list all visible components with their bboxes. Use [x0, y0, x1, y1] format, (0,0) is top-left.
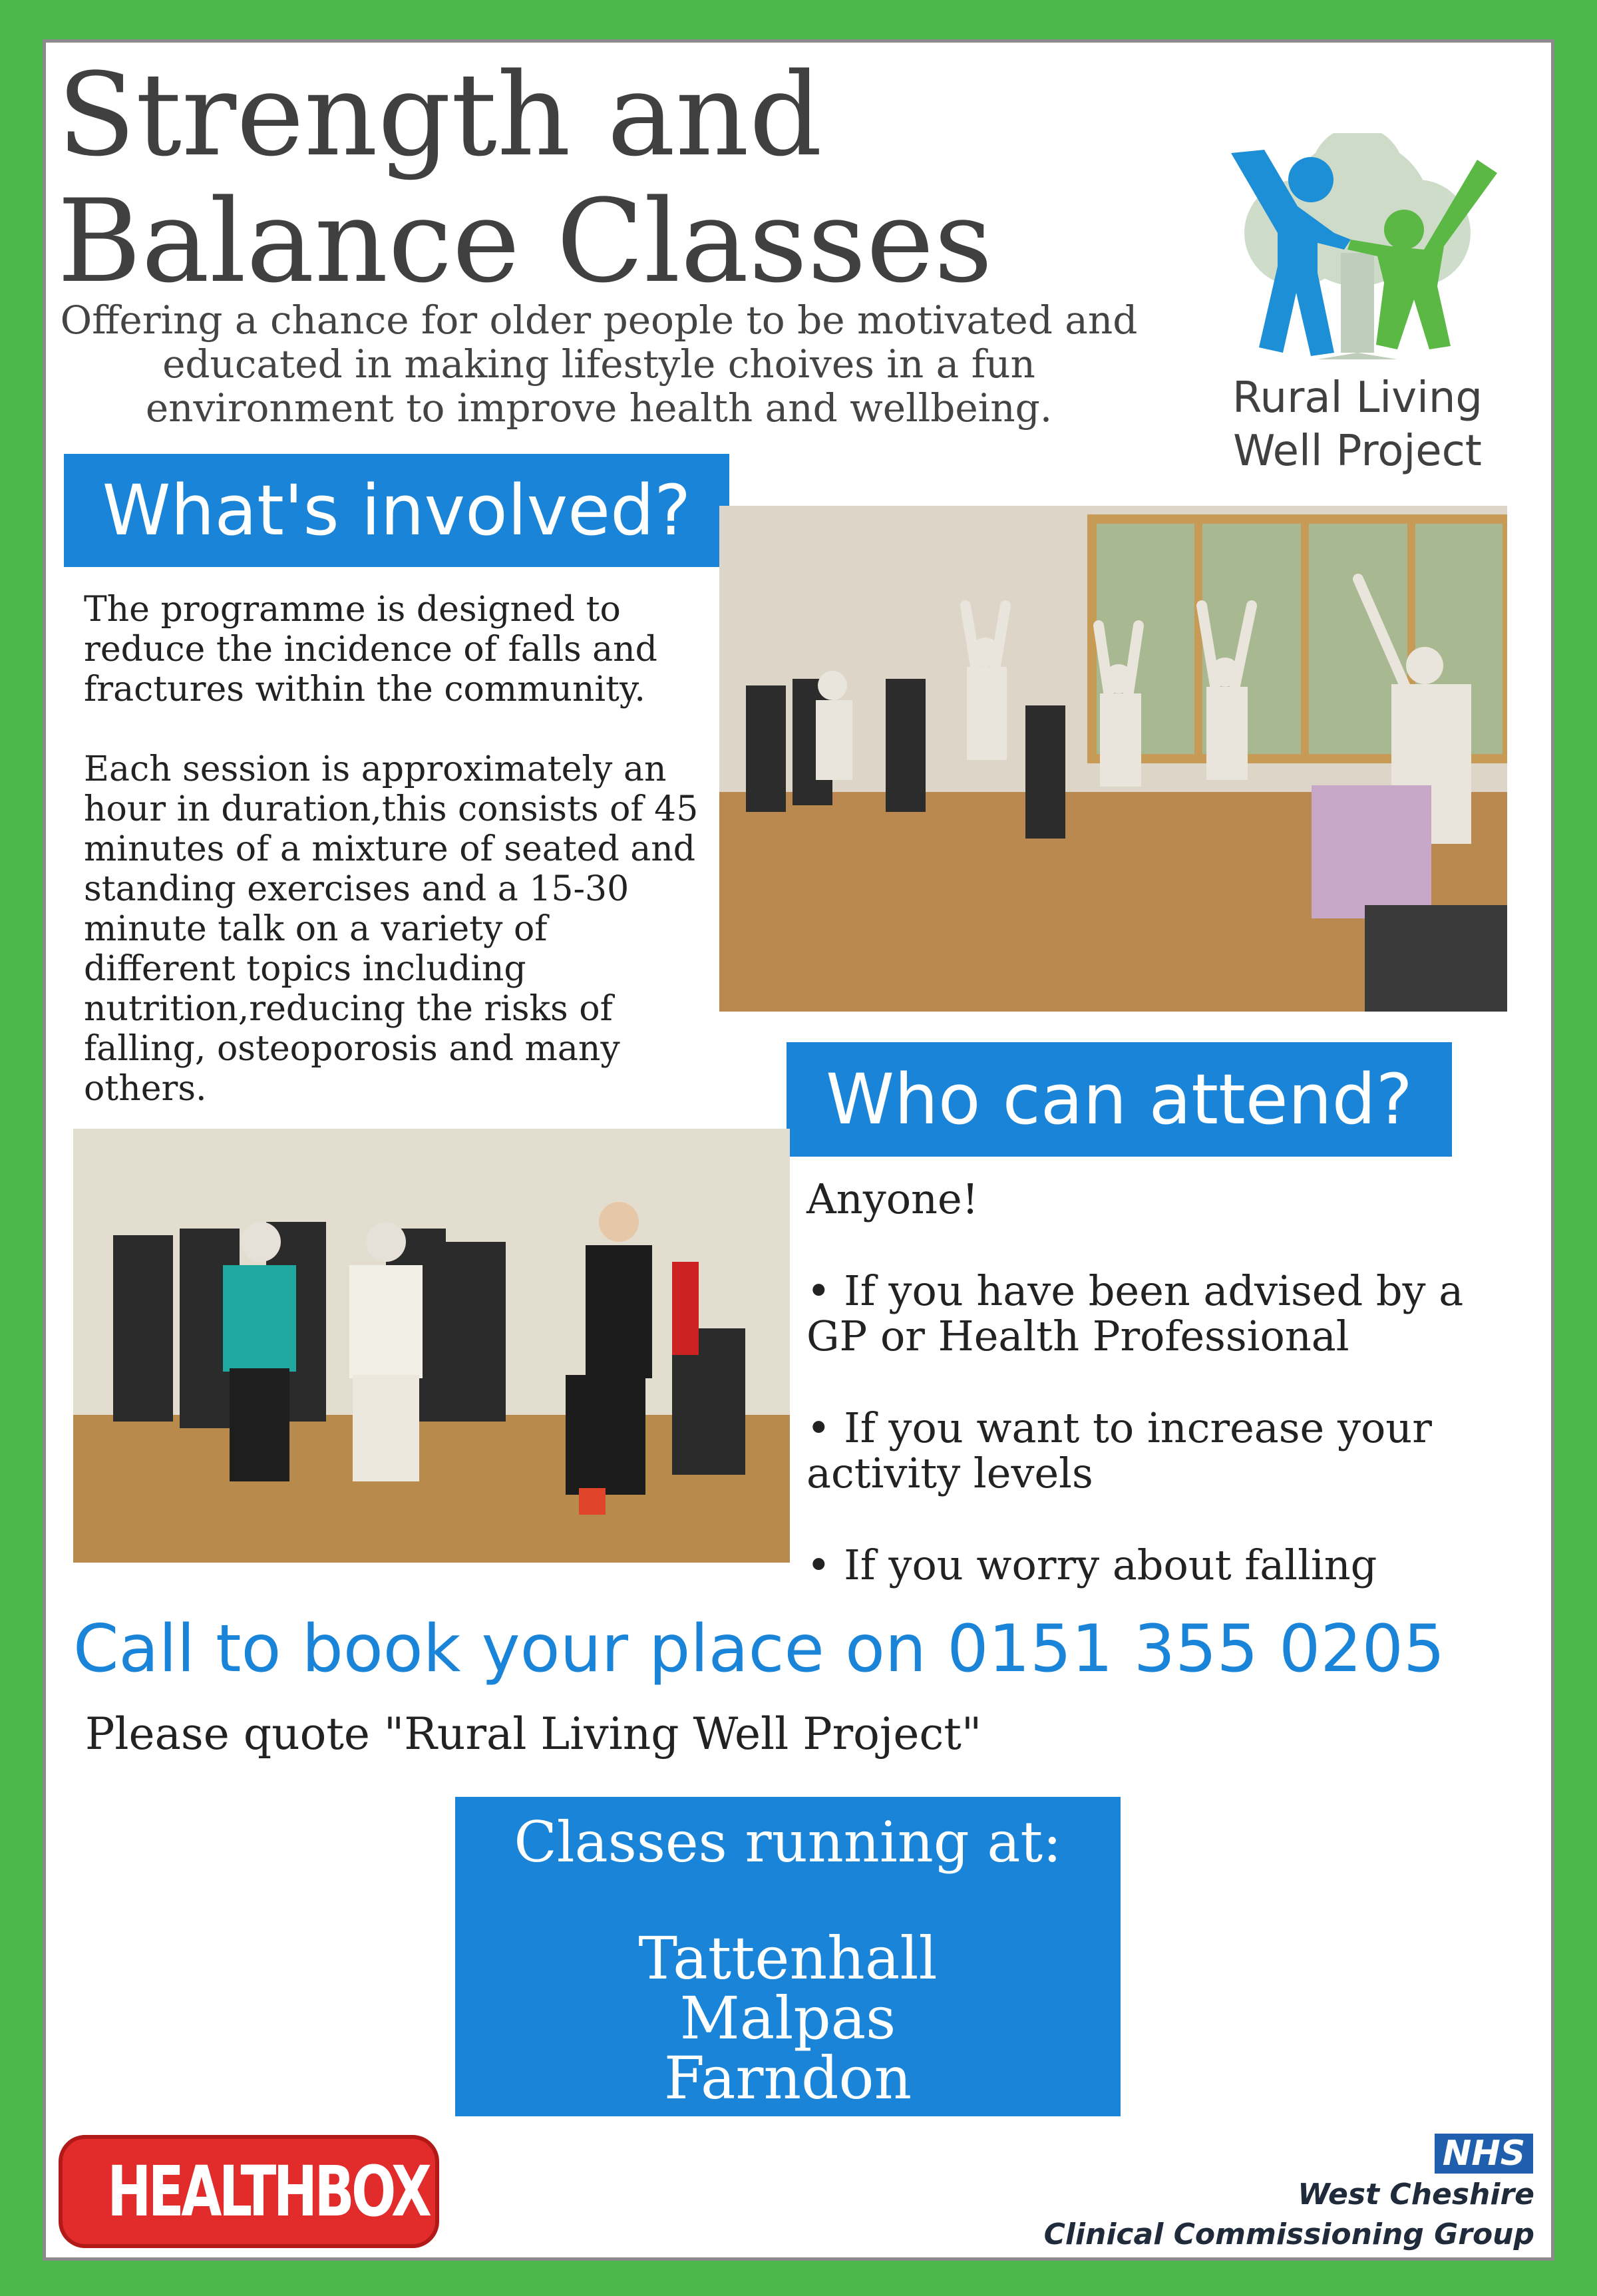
attend-item-falling: • If you worry about falling — [806, 1541, 1377, 1589]
title-line-1: Strength and — [57, 48, 822, 182]
classes-title: Classes running at: — [514, 1810, 1062, 1875]
who-can-attend-heading: Who can attend? — [787, 1042, 1452, 1157]
attend-anyone: Anyone! — [806, 1175, 979, 1223]
logo-text — [1171, 371, 1544, 478]
ccg-line-1: West Cheshire — [1298, 2178, 1534, 2211]
involved-paragraph-1: The programme is designed to reduce the incidence of falls and fractures within the community. — [84, 590, 657, 709]
intro-line-2: educated in making lifestyle choives in a fun — [162, 341, 1035, 387]
logo-line-2: Well Project — [1233, 427, 1482, 476]
page-title — [57, 48, 1055, 308]
involved-paragraph-2: Each session is approximately an hour in duration,this consists of 45 minutes of a mixture of seated and standing exercises and a 15-30 minute talk on a variety of different topics including nutrition,reducing the risks of falling, osteoporosis and many others. — [84, 749, 699, 1109]
class-photo-seated-exercise — [73, 1129, 790, 1563]
nhs-logo: NHS — [1435, 2134, 1533, 2174]
booking-quote: Please quote "Rural Living Well Project" — [85, 1708, 982, 1760]
class-photo-arms-raised — [719, 506, 1507, 1012]
intro-line-1: Offering a chance for older people to be motivated and — [60, 297, 1138, 343]
classes-locations — [455, 1924, 1121, 2112]
ccg-name — [932, 2175, 1534, 2255]
whats-involved-heading: What's involved? — [64, 454, 729, 567]
location-malpas: Malpas — [679, 1984, 896, 2052]
title-line-2: Balance Classes — [57, 174, 993, 308]
attend-item-gp: • If you have been advised by a GP or Health Professional — [806, 1266, 1464, 1360]
healthbox-logo — [59, 2135, 439, 2248]
location-farndon: Farndon — [663, 2044, 912, 2112]
involved-description — [84, 590, 703, 1149]
classes-box — [455, 1797, 1121, 2116]
attend-item-activity: • If you want to increase your activity levels — [806, 1404, 1432, 1497]
location-tattenhall: Tattenhall — [638, 1924, 938, 1993]
healthbox-logo-text: HEALTHBOX — [107, 2151, 429, 2232]
intro-text — [60, 298, 1138, 430]
intro-line-3: environment to improve health and wellbeing. — [145, 385, 1053, 431]
booking-call-to-action: Call to book your place on 0151 355 0205 — [73, 1611, 1445, 1687]
attend-list — [806, 1177, 1499, 1634]
logo-line-1: Rural Living — [1232, 373, 1483, 423]
ccg-line-2: Clinical Commissioning Group — [1043, 2217, 1534, 2251]
